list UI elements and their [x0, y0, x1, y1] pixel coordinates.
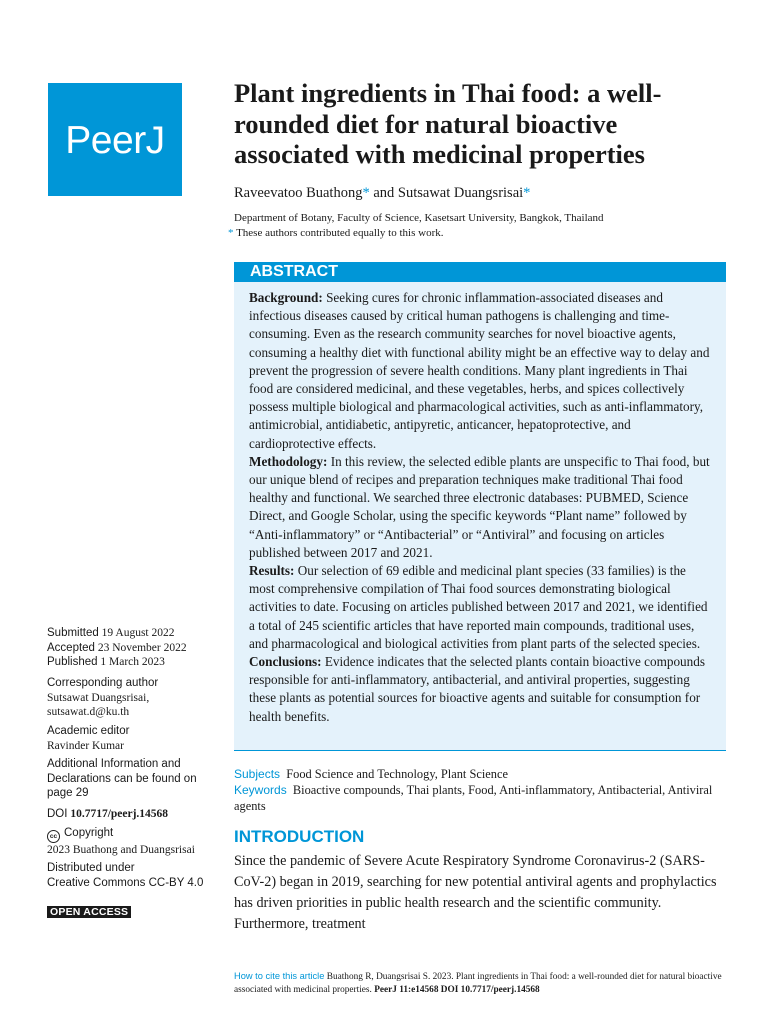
accepted-label: Accepted [47, 641, 95, 654]
author-list [234, 185, 530, 202]
open-access-badge: OPEN ACCESS [47, 906, 131, 918]
abstract-heading: ABSTRACT [234, 262, 726, 282]
background-text: Seeking cures for chronic inflammation-associated diseases and infectious diseases caused by critical human pathogens is challenging and time-consuming. Even as the research community searches for novel bioactive agents, consuming a healthy diet with functional ability might be an effective way to delay and prevent the progression of severe health conditions. Many plant ingredients in Thai food are considered medicinal, and these vegetables, herbs, and spices collectively possess multiple biological and pharmacological activities, such as anti-inflammatory, antimicrobial, antidiabetic, antipyretic, anticancer, hepatoprotective, and cardioprotective effects. [249, 290, 710, 451]
cite-label: How to cite this article [234, 971, 325, 981]
equal-contribution-marker: * [228, 227, 234, 239]
license-label: Distributed under [47, 862, 135, 874]
subjects-label: Subjects [234, 767, 281, 781]
cite-doi[interactable]: PeerJ 11:e14568 DOI 10.7717/peerj.14568 [374, 985, 540, 995]
abstract-conclusions [249, 653, 712, 726]
conclusions-label: Conclusions: [249, 654, 322, 670]
conclusions-text: Evidence indicates that the selected plants contain bioactive compounds responsible for anti-inflammatory, antibacterial, and antiviral properties, suggesting these plants as potential sources for bioactive agents and suitable for consumption for health benefits. [249, 654, 705, 724]
submitted-row [47, 626, 227, 641]
abstract-results [249, 562, 712, 653]
published-label: Published [47, 656, 98, 668]
license-block [47, 861, 227, 890]
editor-label: Academic editor [47, 725, 130, 737]
author-2[interactable]: Sutsawat Duangsrisai [397, 185, 524, 201]
corresponding-email[interactable]: sutsawat.d@ku.th [47, 706, 130, 718]
doi-label: DOI [47, 808, 68, 820]
abstract-methodology [249, 453, 712, 562]
subjects-line [234, 767, 726, 783]
submitted-date: 19 August 2022 [101, 627, 175, 639]
published-date: 1 March 2023 [100, 656, 165, 668]
methodology-text: In this review, the selected edible plants are unspecific to Thai food, but our unique blend of recipes and preparation techniques make traditional Thai food healthy and functional. We searched three electronic databases: PUBMED, Science Direct, and Google Scholar, using the specific keywords “Plant name” followed by “Anti-inflammatory” or “Antibacterial” or “Antiviral” and focusing on articles published between 2017 and 2021. [249, 453, 710, 560]
keywords-line [234, 783, 726, 814]
corresponding-name: Sutsawat Duangsrisai, [47, 691, 150, 704]
copyright-holders: 2023 Buathong and Duangsrisai [47, 844, 195, 856]
published-row [47, 655, 227, 670]
introduction-heading: INTRODUCTION [234, 827, 365, 846]
doi-block [47, 807, 227, 822]
author-connector: and [369, 185, 398, 201]
citation-footer [234, 970, 734, 997]
copyright-row [47, 826, 227, 843]
doi-value[interactable]: 10.7717/peerj.14568 [70, 808, 169, 820]
additional-info-text[interactable]: Additional Information and Declarations can be found on page 29 [47, 758, 197, 799]
journal-logo-text: PeerJ [65, 119, 165, 162]
academic-editor-block [47, 724, 227, 753]
results-text: Our selection of 69 edible and medicinal plant species (33 families) is the most comprehensive compilation of Thai food sources demonstrating biological activities to date. Focusing on articles published between 2017 and 2021, we identified a total of 245 scientific articles that have reported main compounds, traditional uses, and pharmacological and biological activities from plant parts of the selected species. [249, 563, 708, 651]
copyright-block [47, 826, 227, 858]
abstract-panel [234, 282, 726, 751]
results-label: Results: [249, 563, 295, 579]
affiliation: Department of Botany, Faculty of Science, Kasetsart University, Bangkok, Thailand [234, 212, 604, 224]
equal-contribution-marker: * [523, 185, 531, 201]
corresponding-label: Corresponding author [47, 677, 159, 689]
equal-contribution-text: These authors contributed equally to this work. [236, 227, 444, 239]
introduction-text: Since the pandemic of Severe Acute Respiratory Syndrome Coronavirus-2 (SARS-CoV-2) began in 2019, searching for new potential antiviral agents and prophylactics has driven priorities in public health research and the scientific community. Furthermore, treatment [234, 853, 717, 932]
license-value[interactable]: Creative Commons CC-BY 4.0 [47, 876, 204, 889]
additional-info [47, 757, 207, 801]
corresponding-author-block [47, 676, 227, 720]
accepted-row [47, 641, 227, 656]
equal-contribution-note [228, 226, 444, 240]
copyright-label: Copyright [64, 827, 114, 839]
creative-commons-icon: cc [47, 830, 60, 843]
publication-dates [47, 626, 227, 670]
cite-text: Buathong R, Duangsrisai S. 2023. Plant ingredients in Thai food: a well-rounded diet for natural bioactive associated with medicinal properties. [234, 972, 722, 995]
equal-contribution-marker: * [362, 185, 370, 201]
keywords-label: Keywords [234, 783, 287, 797]
accepted-date: 23 November 2022 [97, 641, 187, 654]
subjects-value[interactable]: Food Science and Technology, Plant Science [286, 767, 508, 781]
abstract-background [249, 289, 712, 453]
journal-logo [48, 83, 182, 196]
background-label: Background: [249, 290, 323, 305]
methodology-label: Methodology: [249, 453, 328, 469]
author-1[interactable]: Raveevatoo Buathong [234, 185, 363, 201]
editor-name: Ravinder Kumar [47, 739, 124, 752]
submitted-label: Submitted [47, 627, 99, 639]
keywords-value: Bioactive compounds, Thai plants, Food, Anti-inflammatory, Antibacterial, Antiviral agents [234, 783, 713, 813]
article-title: Plant ingredients in Thai food: a well-rounded diet for natural bioactive associated with medicinal properties [234, 78, 662, 169]
